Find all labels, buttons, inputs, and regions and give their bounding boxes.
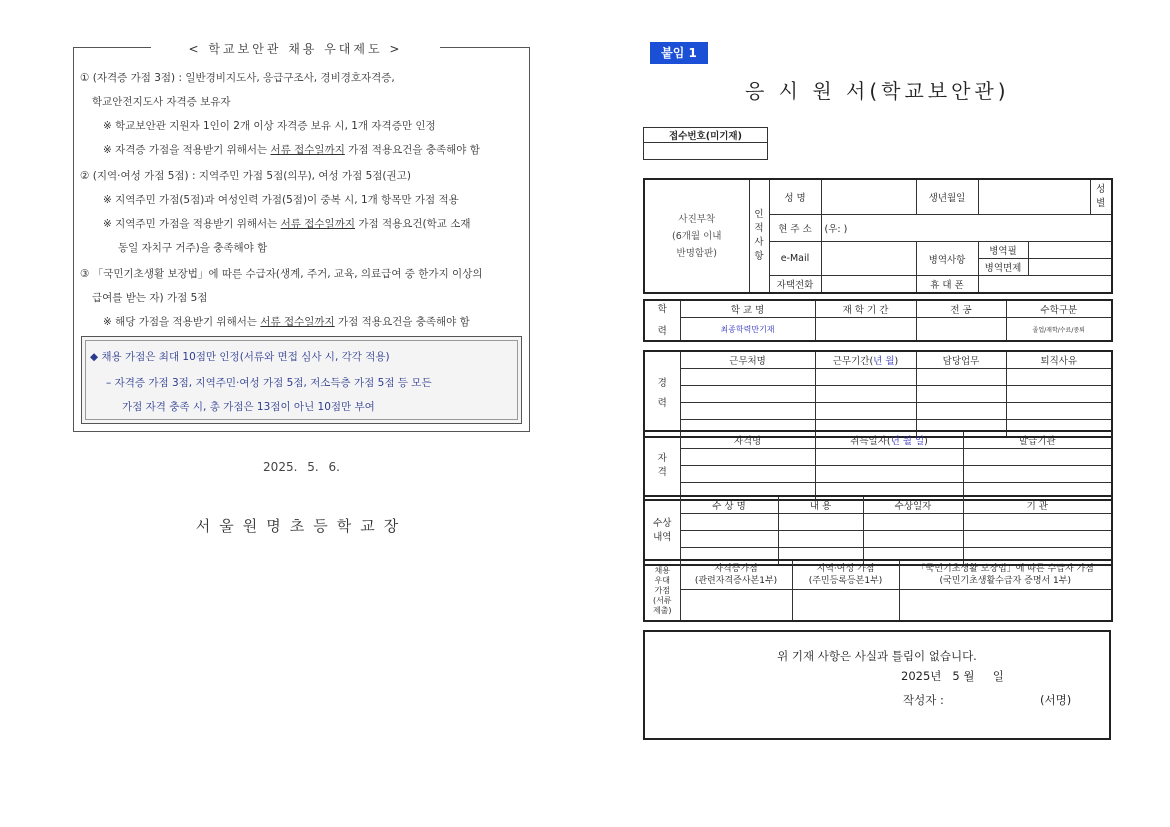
- award-header-content: 내 용: [778, 496, 863, 514]
- bonus-header-license: [680, 560, 792, 590]
- photo-text-2: (6개월 이내: [672, 230, 722, 242]
- license-header-issuer: 발급기관: [963, 431, 1112, 449]
- item2-note1: ※ 지역주민 가점(5점)과 여성인력 가점(5점)이 중복 시, 1개 항목만 가점 적용: [103, 194, 459, 206]
- item1-note2: ※ 자격증 가점을 적용받기 위해서는 서류 접수일까지 가점 적용요건을 충족해야 함: [103, 144, 480, 156]
- gender-char-2: 별: [1096, 198, 1106, 209]
- announcement-date: 2025. 5. 6.: [263, 460, 340, 474]
- career-cell[interactable]: [916, 369, 1006, 386]
- career-cell[interactable]: [1006, 403, 1112, 420]
- bonus-table: [643, 559, 1113, 622]
- bonus-welfare-title: 「국민기초생활 보장법」에 따른 수급자 가점: [916, 564, 1094, 574]
- award-cell[interactable]: [963, 531, 1112, 548]
- item2-line1: ② (지역·여성 가점 5점) : 지역주민 가점 5점(의무), 여성 가점 5점(권고): [80, 170, 411, 182]
- edu-header-type: 수학구분: [1006, 300, 1112, 318]
- military-exempt-label: 병역면제: [978, 259, 1028, 276]
- award-cell[interactable]: [778, 531, 863, 548]
- award-char-2: 내역: [653, 531, 672, 543]
- career-label: [644, 351, 680, 437]
- career-cell[interactable]: [680, 369, 815, 386]
- bonus-char-3: 가점: [654, 585, 670, 595]
- license-label: [644, 431, 680, 500]
- photo-text-3: 반명함판): [676, 247, 717, 259]
- birth-field[interactable]: [978, 179, 1090, 215]
- award-header-name: 수 상 명: [680, 496, 778, 514]
- edu-type-field[interactable]: 졸업/재학/수료/중퇴: [1006, 318, 1112, 342]
- mobile-label: 휴 대 폰: [916, 276, 978, 294]
- name-label: 성 명: [769, 179, 821, 215]
- home-phone-label: 자택전화: [769, 276, 821, 294]
- career-cell[interactable]: [815, 403, 916, 420]
- signature-writer-label: 작성자 :: [903, 693, 944, 707]
- career-header-duty: 담당업무: [916, 351, 1006, 369]
- signature-box: [643, 630, 1111, 740]
- edu-major-field[interactable]: [916, 318, 1006, 342]
- career-cell[interactable]: [1006, 369, 1112, 386]
- career-cell[interactable]: [815, 386, 916, 403]
- personal-section-char-1: 인: [754, 209, 764, 220]
- award-cell[interactable]: [863, 531, 963, 548]
- form-title: 응 시 원 서(학교보안관): [745, 79, 1010, 103]
- edu-header-period: 재 학 기 간: [815, 300, 916, 318]
- box-top-border-left: [73, 47, 151, 48]
- license-header-name: 자격명: [680, 431, 815, 449]
- edu-school-field[interactable]: 최종학력만기재: [680, 318, 815, 342]
- item3-line1: ③ 「국민기초생활 보장법」에 따른 수급자(생계, 주거, 교육, 의료급여 중 한가지 이상의: [80, 268, 483, 280]
- education-label: [644, 300, 680, 341]
- bonus-char-1: 채용: [654, 565, 670, 575]
- career-cell[interactable]: [815, 369, 916, 386]
- birth-label: 생년월일: [916, 179, 978, 215]
- education-char-2: 력: [657, 325, 667, 337]
- bonus-welfare-sub: (국민기초생활수급자 증명서 1부): [939, 576, 1071, 586]
- item1-line1: ① (자격증 가점 3점) : 일반경비지도사, 응급구조사, 경비경호자격증,: [80, 72, 395, 84]
- photo-area[interactable]: [644, 179, 749, 293]
- receipt-number-table: [643, 127, 768, 160]
- gender-char-1: 성: [1096, 184, 1106, 195]
- mobile-field[interactable]: [978, 276, 1112, 294]
- notice-line-2: – 자격증 가점 3점, 지역주민·여성 가점 5점, 저소득층 가점 5점 등 모든: [106, 377, 432, 389]
- career-cell[interactable]: [916, 386, 1006, 403]
- career-header-company: 근무처명: [680, 351, 815, 369]
- bonus-char-4: (서류: [652, 595, 672, 605]
- item3-line2: 급여를 받는 자) 가점 5점: [92, 292, 208, 304]
- bonus-welfare-field[interactable]: [899, 590, 1112, 622]
- license-char-1: 자: [657, 452, 667, 464]
- bonus-char-2: 우대: [654, 575, 670, 585]
- item2-note2-line2: 동일 자치구 거주)을 충족해야 함: [118, 242, 268, 254]
- item2-note2: ※ 지역주민 가점을 적용받기 위해서는 서류 접수일까지 가점 적용요건(학교 소재: [103, 218, 471, 230]
- award-cell[interactable]: [680, 531, 778, 548]
- award-table: [643, 495, 1113, 566]
- box-top-border-right: [440, 47, 530, 48]
- item3-note: ※ 해당 가점을 적용받기 위해서는 서류 접수일까지 가점 적용요건을 충족해야 함: [103, 316, 470, 328]
- personal-section-char-2: 적: [754, 223, 764, 234]
- career-header-period: 근무기간(년 월): [815, 351, 916, 369]
- bonus-license-title: 자격증가점: [714, 564, 758, 574]
- license-cell[interactable]: [963, 449, 1112, 466]
- item1-line2: 학교안전지도사 자격증 보유자: [92, 96, 231, 108]
- preference-title: < 학교보안관 채용 우대제도 >: [188, 42, 403, 56]
- license-table: [643, 430, 1113, 501]
- license-cell[interactable]: [680, 466, 815, 483]
- bonus-license-sub: (관련자격증사본1부): [694, 576, 778, 586]
- edu-header-school: 학 교 명: [680, 300, 815, 318]
- award-char-1: 수상: [653, 517, 672, 529]
- personal-section-label: [749, 179, 769, 293]
- career-cell[interactable]: [680, 386, 815, 403]
- email-label: e-Mail: [769, 242, 821, 276]
- signature-statement: 위 기재 사항은 사실과 틀림이 없습니다.: [777, 649, 977, 663]
- photo-text-1: 사진부착: [678, 213, 716, 225]
- career-char-1: 경: [657, 378, 667, 389]
- personal-info-table: [643, 178, 1113, 294]
- personal-section-char-4: 항: [754, 251, 764, 262]
- edu-period-field[interactable]: [815, 318, 916, 342]
- license-cell[interactable]: [815, 449, 963, 466]
- award-header-org: 기 관: [963, 496, 1112, 514]
- military-done-label: 병역필: [978, 242, 1028, 259]
- bonus-header-region: [792, 560, 899, 590]
- bonus-license-field[interactable]: [680, 590, 792, 622]
- bonus-region-title: 지역·여성 가점: [816, 564, 875, 574]
- military-done-check[interactable]: [1028, 242, 1112, 259]
- receipt-number-label: 접수번호(미기재): [644, 128, 768, 143]
- bonus-region-field[interactable]: [792, 590, 899, 622]
- award-header-date: 수상일자: [863, 496, 963, 514]
- career-cell[interactable]: [1006, 386, 1112, 403]
- bonus-label: [644, 560, 680, 621]
- career-char-2: 력: [657, 398, 667, 409]
- career-header-reason: 퇴직사유: [1006, 351, 1112, 369]
- award-cell[interactable]: [778, 514, 863, 531]
- signature-seal[interactable]: (서명): [1040, 693, 1072, 707]
- edu-header-major: 전 공: [916, 300, 1006, 318]
- receipt-number-field[interactable]: [644, 143, 768, 160]
- email-field[interactable]: [821, 242, 916, 276]
- principal-signature: 서울원명초등학교장: [195, 517, 408, 535]
- award-cell[interactable]: [863, 514, 963, 531]
- license-char-2: 격: [657, 466, 667, 478]
- award-label: [644, 496, 680, 565]
- award-cell[interactable]: [680, 514, 778, 531]
- military-exempt-check[interactable]: [1028, 259, 1112, 276]
- license-cell[interactable]: [680, 449, 815, 466]
- license-cell[interactable]: [815, 466, 963, 483]
- notice-inner-frame: [85, 340, 518, 420]
- education-char-1: 학: [657, 303, 667, 315]
- notice-line-1: ◆ 채용 가점은 최대 10점만 인정(서류와 면접 심사 시, 각각 적용): [90, 351, 390, 363]
- bonus-char-5: 제출): [652, 605, 672, 615]
- military-label: 병역사항: [916, 242, 978, 276]
- license-header-date: 취득일자(년 월 일): [815, 431, 963, 449]
- career-cell[interactable]: [916, 403, 1006, 420]
- career-cell[interactable]: [680, 403, 815, 420]
- address-label: 현 주 소: [769, 215, 821, 242]
- item1-note1: ※ 학교보안관 지원자 1인이 2개 이상 자격증 보유 시, 1개 자격증만 인정: [103, 120, 436, 132]
- signature-date: 2025년 5 월 일: [901, 669, 1004, 683]
- attachment-badge: 붙임 1: [650, 42, 708, 64]
- gender-label: [1090, 179, 1112, 215]
- bonus-region-sub: (주민등록등본1부): [808, 576, 883, 586]
- personal-section-char-3: 사: [754, 237, 764, 248]
- notice-line-3: 가점 자격 충족 시, 총 가점은 13점이 아닌 10점만 부여: [122, 401, 375, 413]
- address-field[interactable]: (우: ): [821, 215, 1112, 242]
- bonus-header-welfare: [899, 560, 1112, 590]
- license-cell[interactable]: [963, 466, 1112, 483]
- award-cell[interactable]: [963, 514, 1112, 531]
- home-phone-field[interactable]: [821, 276, 916, 294]
- max-bonus-notice: [81, 336, 522, 424]
- education-table: [643, 299, 1113, 342]
- name-field[interactable]: [821, 179, 916, 215]
- career-table: [643, 350, 1113, 438]
